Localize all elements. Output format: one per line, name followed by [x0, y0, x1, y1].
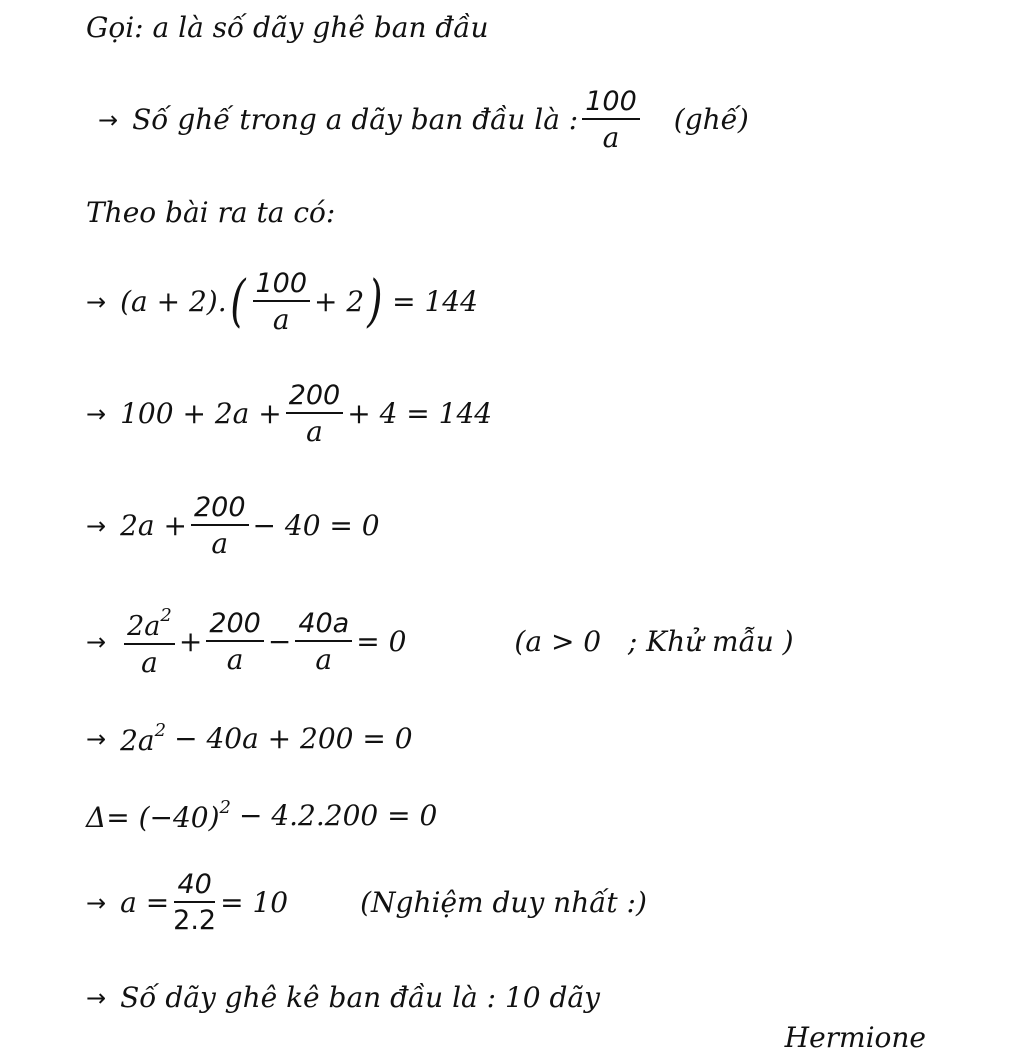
fraction-100-over-a [582, 88, 640, 152]
quadratic-term: $2a^2$ [120, 720, 167, 757]
fraction-200-over-a [206, 610, 264, 674]
fraction-denominator: a [315, 643, 333, 676]
line-discriminant [86, 799, 437, 832]
arrow-icon: → [86, 724, 107, 753]
seats-text: Số ghế trong a dãy ban đầu là : [132, 103, 579, 136]
arrow-icon: → [86, 984, 107, 1012]
close-paren: ) [367, 268, 383, 334]
arrow-icon: → [86, 512, 107, 540]
definition-text: Gọi: a là số dãy ghê ban đầu [86, 11, 489, 44]
fraction-numerator: $2a^2$ [124, 607, 175, 645]
fraction-100-over-a [253, 270, 311, 334]
equation-suffix: + 4 = 144 [347, 397, 493, 430]
equation-prefix: 100 + 2a + [120, 397, 282, 430]
line-equation-2 [86, 382, 492, 446]
equation-suffix: − 40 = 0 [252, 509, 380, 542]
line-equation-4 [86, 607, 794, 677]
arrow-icon: → [86, 888, 107, 917]
condition-note: (a > 0 ; Khử mẫu ) [514, 625, 794, 658]
fraction-numerator: 40a [295, 610, 352, 642]
line-definition [86, 11, 489, 44]
solution-result: = 10 [220, 885, 289, 919]
arrow-icon: → [86, 628, 107, 656]
fraction-denominator: a [306, 415, 323, 448]
fraction-denominator: a [602, 121, 620, 154]
equation-result: = 0 [356, 625, 407, 658]
fraction-numerator: 200 [191, 494, 249, 526]
fraction-numerator: 200 [286, 382, 344, 414]
open-paren: ( [229, 268, 246, 334]
solution-prefix: a = [120, 885, 170, 919]
equation-prefix: (a + 2). [120, 285, 227, 318]
fraction-denominator: a [141, 646, 158, 679]
fraction-denominator: 2.2 [173, 905, 217, 936]
equation-result: = 144 [392, 285, 478, 318]
line-seats-per-row [98, 88, 749, 152]
quadratic-rest: − 40a + 200 = 0 [174, 721, 413, 755]
line-quadratic [86, 722, 413, 755]
fraction-40-over-2-2 [173, 871, 216, 934]
fraction-denominator: a [226, 643, 244, 676]
plus-sign: + [178, 625, 203, 658]
line-solution [86, 871, 647, 934]
arrow-icon: → [86, 288, 107, 316]
fraction-denominator: a [272, 303, 290, 336]
equation-term: + 2 [314, 285, 365, 318]
equation-prefix: 2a + [120, 509, 187, 542]
arrow-icon: → [86, 400, 107, 428]
fraction-40a-over-a [295, 610, 352, 674]
fraction-numerator: 40 [174, 871, 214, 903]
discriminant-rest: − 4.2.200 = 0 [238, 798, 438, 832]
author-signature: Hermione [784, 1021, 926, 1054]
arrow-icon: → [98, 106, 119, 134]
fraction-2a2-over-a [124, 607, 175, 677]
fraction-numerator: 200 [206, 610, 264, 642]
given-text: Theo bài ra ta có: [86, 196, 336, 229]
conclusion-text: Số dãy ghê kê ban đầu là : 10 dãy [120, 981, 600, 1014]
discriminant-term: $\Delta= (-40)^2$ [86, 797, 231, 834]
line-given [86, 196, 336, 229]
minus-sign: − [267, 625, 292, 658]
fraction-200-over-a [286, 382, 344, 446]
fraction-denominator: a [211, 527, 229, 560]
line-equation-3 [86, 494, 380, 558]
unit-text: (ghế) [673, 103, 749, 136]
fraction-200-over-a [191, 494, 249, 558]
unique-solution-note: (Nghiệm duy nhất :) [360, 885, 647, 919]
line-conclusion [86, 981, 600, 1014]
fraction-numerator: 100 [582, 88, 640, 120]
fraction-numerator: 100 [253, 270, 311, 302]
line-equation-1 [86, 270, 478, 334]
